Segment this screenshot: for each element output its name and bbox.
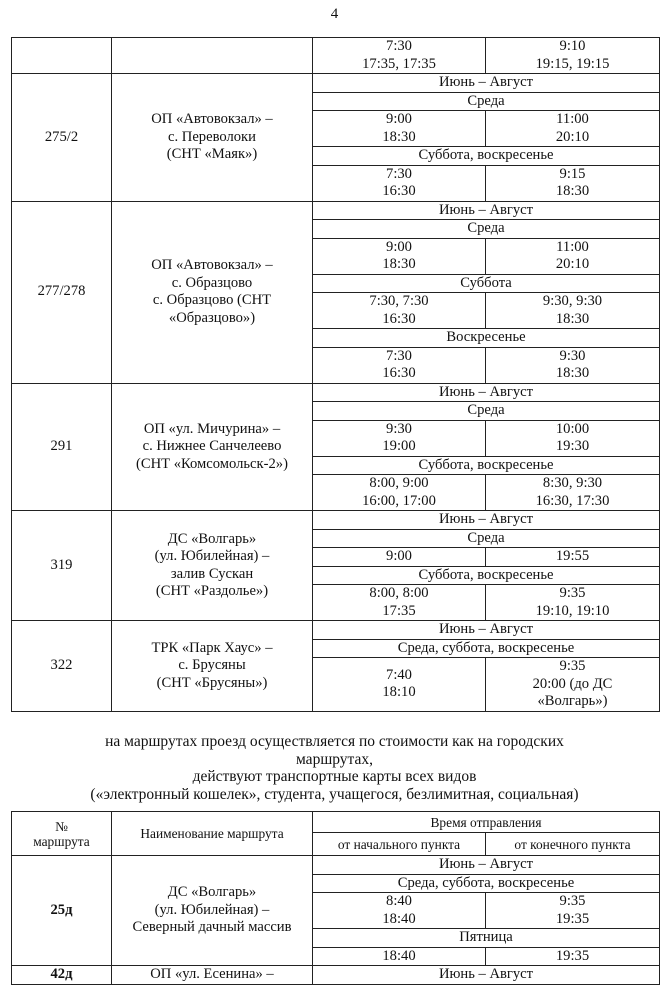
time-value: 9:35	[559, 658, 586, 674]
time-value: 19:30	[555, 438, 590, 454]
time-value: 9:30	[386, 420, 412, 437]
route-name-line: (ул. Юбилейная) –	[154, 901, 270, 918]
departure-times-start	[313, 293, 486, 329]
route-name	[112, 38, 313, 74]
time-value: 18:30	[382, 128, 416, 145]
route-name-line: с. Нижнее Санчелеево	[142, 438, 282, 454]
time-value: 19:10, 19:10	[535, 602, 610, 619]
route-name-line: с. Образцово (СНТ	[152, 292, 272, 308]
page-number: 4	[330, 6, 339, 22]
departure-times-end	[486, 475, 660, 511]
header-route-name: Наименование маршрута	[112, 812, 313, 856]
schedule-table-2	[11, 811, 660, 985]
schedule-header: Среда	[313, 402, 660, 421]
header-route-number-line: маршрута	[33, 833, 90, 849]
departure-times-end	[486, 165, 660, 201]
header-from-start: от начального пункта	[313, 833, 486, 856]
departure-times-end	[486, 420, 660, 456]
departure-times-start	[313, 658, 486, 712]
table-row	[12, 201, 660, 220]
time-value: 9:30	[559, 347, 586, 364]
schedule-header: Суббота, воскресенье	[313, 566, 660, 585]
schedule-header: Июнь – Август	[313, 201, 660, 220]
departure-times-end	[486, 238, 660, 274]
route-name-line: ОП «ул. Мичурина» –	[143, 420, 281, 437]
departure-times-end	[486, 293, 660, 329]
departure-times-end	[486, 38, 660, 74]
route-name	[112, 856, 313, 966]
route-name-line: «Образцово»)	[168, 309, 256, 326]
fare-note	[0, 733, 669, 803]
departure-times-start	[313, 238, 486, 274]
schedule-header: Июнь – Август	[313, 511, 660, 530]
schedule-header: Воскресенье	[313, 329, 660, 348]
route-name-line: Северный дачный массив	[132, 919, 292, 936]
fare-note-line: действуют транспортные карты всех видов	[192, 768, 477, 786]
route-name-line: ДС «Волгарь»	[167, 530, 257, 547]
route-name-line: (ул. Юбилейная) –	[154, 548, 270, 564]
route-name	[112, 511, 313, 621]
route-name-line: (СНТ «Комсомольск-2»)	[136, 455, 288, 472]
time-value: 9:00	[386, 238, 412, 255]
time-value: 16:30	[382, 310, 416, 327]
header-route-number-line: №	[55, 818, 68, 834]
route-number: 275/2	[12, 74, 112, 202]
departure-times-start	[313, 111, 486, 147]
route-name-line: (СНТ «Маяк»)	[166, 146, 258, 162]
route-number: 277/278	[12, 201, 112, 383]
route-name-line: ОП «Автовокзал» –	[151, 111, 273, 127]
time-value: 7:30	[386, 347, 412, 364]
route-number: 322	[12, 621, 112, 712]
time-value: 7:30, 7:30	[369, 293, 429, 309]
route-number: 319	[12, 511, 112, 621]
time-value: 16:30, 17:30	[535, 492, 610, 509]
time-value: 9:35	[559, 585, 586, 601]
departure-times-start: 18:40	[313, 947, 486, 966]
period-header: Июнь – Август	[313, 856, 660, 875]
departure-times-end	[486, 893, 660, 929]
schedule-header: Суббота	[313, 274, 660, 293]
time-value: 19:55	[555, 548, 590, 564]
table-row	[12, 74, 660, 93]
time-value: 18:30	[382, 256, 416, 272]
route-name-line: с. Брусяны	[178, 657, 246, 673]
route-name-line: с. Образцово	[171, 274, 253, 291]
route-name	[112, 383, 313, 511]
time-value: 9:35	[559, 893, 586, 909]
header-departure-time: Время отправления	[313, 812, 660, 833]
time-value: 17:35, 17:35	[362, 55, 436, 72]
schedule-header: Суббота, воскресенье	[313, 456, 660, 475]
time-value: 16:30	[382, 365, 416, 381]
departure-times-start	[313, 420, 486, 456]
route-name: ОП «ул. Есенина» –	[112, 966, 313, 985]
route-number: 291	[12, 383, 112, 511]
route-number: 25д	[12, 856, 112, 966]
route-name	[112, 621, 313, 712]
time-value: 8:30, 9:30	[542, 475, 603, 491]
departure-times-end	[486, 111, 660, 147]
route-name-line: залив Сускан	[170, 565, 254, 582]
time-value: 18:30	[555, 183, 590, 199]
time-value: 11:00	[556, 238, 589, 255]
days-header: Среда, суббота, воскресенье	[313, 874, 660, 893]
departure-times-start	[313, 548, 486, 567]
departure-times-start	[313, 475, 486, 511]
departure-times-start	[313, 893, 486, 929]
time-value: 7:30	[386, 38, 412, 54]
time-value: «Волгарь»)	[537, 693, 608, 709]
departure-times-start	[313, 585, 486, 621]
time-value: 20:10	[555, 128, 590, 145]
time-value: 8:40	[386, 893, 412, 909]
time-value: 8:00, 8:00	[369, 585, 429, 601]
time-value: 9:00	[386, 111, 412, 127]
time-value: 9:15	[559, 165, 586, 182]
route-name-line: (СНТ «Раздолье»)	[155, 583, 269, 599]
header-route-number	[12, 812, 112, 856]
schedule-header: Июнь – Август	[313, 621, 660, 640]
schedule-header: Среда	[313, 220, 660, 239]
time-value: 19:35	[555, 910, 590, 927]
time-value: 18:10	[382, 684, 416, 701]
route-name-line: ОП «Автовокзал» –	[151, 257, 273, 273]
fare-note-line: («электронный кошелек», студента, учащегося, безлимитная, социальная)	[90, 785, 579, 803]
time-value: 18:30	[555, 365, 590, 381]
time-value: 19:15, 19:15	[535, 55, 610, 72]
fare-note-line: на маршрутах проезд осуществляется по стоимости как на городских	[105, 733, 564, 750]
time-value: 19:00	[382, 438, 416, 454]
departure-times-end	[486, 658, 660, 712]
time-value: 20:10	[555, 256, 590, 272]
departure-times-end	[486, 347, 660, 383]
schedule-header: Среда, суббота, воскресенье	[313, 639, 660, 658]
time-value: 16:30	[382, 183, 416, 199]
fare-note-line: маршрутах,	[295, 750, 374, 768]
route-name-line: с. Переволоки	[168, 128, 256, 145]
route-number	[12, 38, 112, 74]
time-value: 16:00, 17:00	[362, 492, 436, 509]
time-value: 9:30, 9:30	[542, 293, 603, 309]
table-row	[12, 621, 660, 640]
schedule-header: Июнь – Август	[313, 383, 660, 402]
time-value: 18:40	[382, 910, 416, 927]
route-name-line: ДС «Волгарь»	[167, 884, 257, 901]
route-name-line: ТРК «Парк Хаус» –	[151, 639, 273, 656]
time-value: 10:00	[555, 420, 590, 437]
time-value: 9:00	[386, 548, 412, 564]
route-name-line: (СНТ «Брусяны»)	[156, 674, 268, 691]
route-name	[112, 74, 313, 202]
schedule-header: Среда	[313, 529, 660, 548]
departure-times-start	[313, 347, 486, 383]
table-row	[12, 511, 660, 530]
departure-times-start	[313, 165, 486, 201]
time-value: 20:00 (до ДС	[532, 675, 613, 692]
departure-times-start	[313, 38, 486, 74]
time-value: 9:10	[559, 38, 586, 54]
days-header: Пятница	[313, 929, 660, 948]
time-value: 17:35	[382, 602, 416, 619]
schedule-header: Среда	[313, 92, 660, 111]
time-value: 7:30	[386, 165, 412, 182]
time-value: 11:00	[556, 111, 589, 127]
departure-times-end	[486, 585, 660, 621]
time-value: 7:40	[386, 666, 412, 683]
period-header: Июнь – Август	[313, 966, 660, 985]
route-number: 42д	[12, 966, 112, 985]
departure-times-end: 19:35	[486, 947, 660, 966]
schedule-table	[11, 37, 660, 712]
route-name	[112, 201, 313, 383]
table-row	[12, 38, 660, 74]
time-value: 8:00, 9:00	[369, 475, 429, 491]
departure-times-end	[486, 548, 660, 567]
header-from-end: от конечного пункта	[486, 833, 660, 856]
time-value: 18:30	[555, 310, 590, 327]
table-row	[12, 383, 660, 402]
schedule-header: Июнь – Август	[313, 74, 660, 93]
schedule-header: Суббота, воскресенье	[313, 147, 660, 166]
